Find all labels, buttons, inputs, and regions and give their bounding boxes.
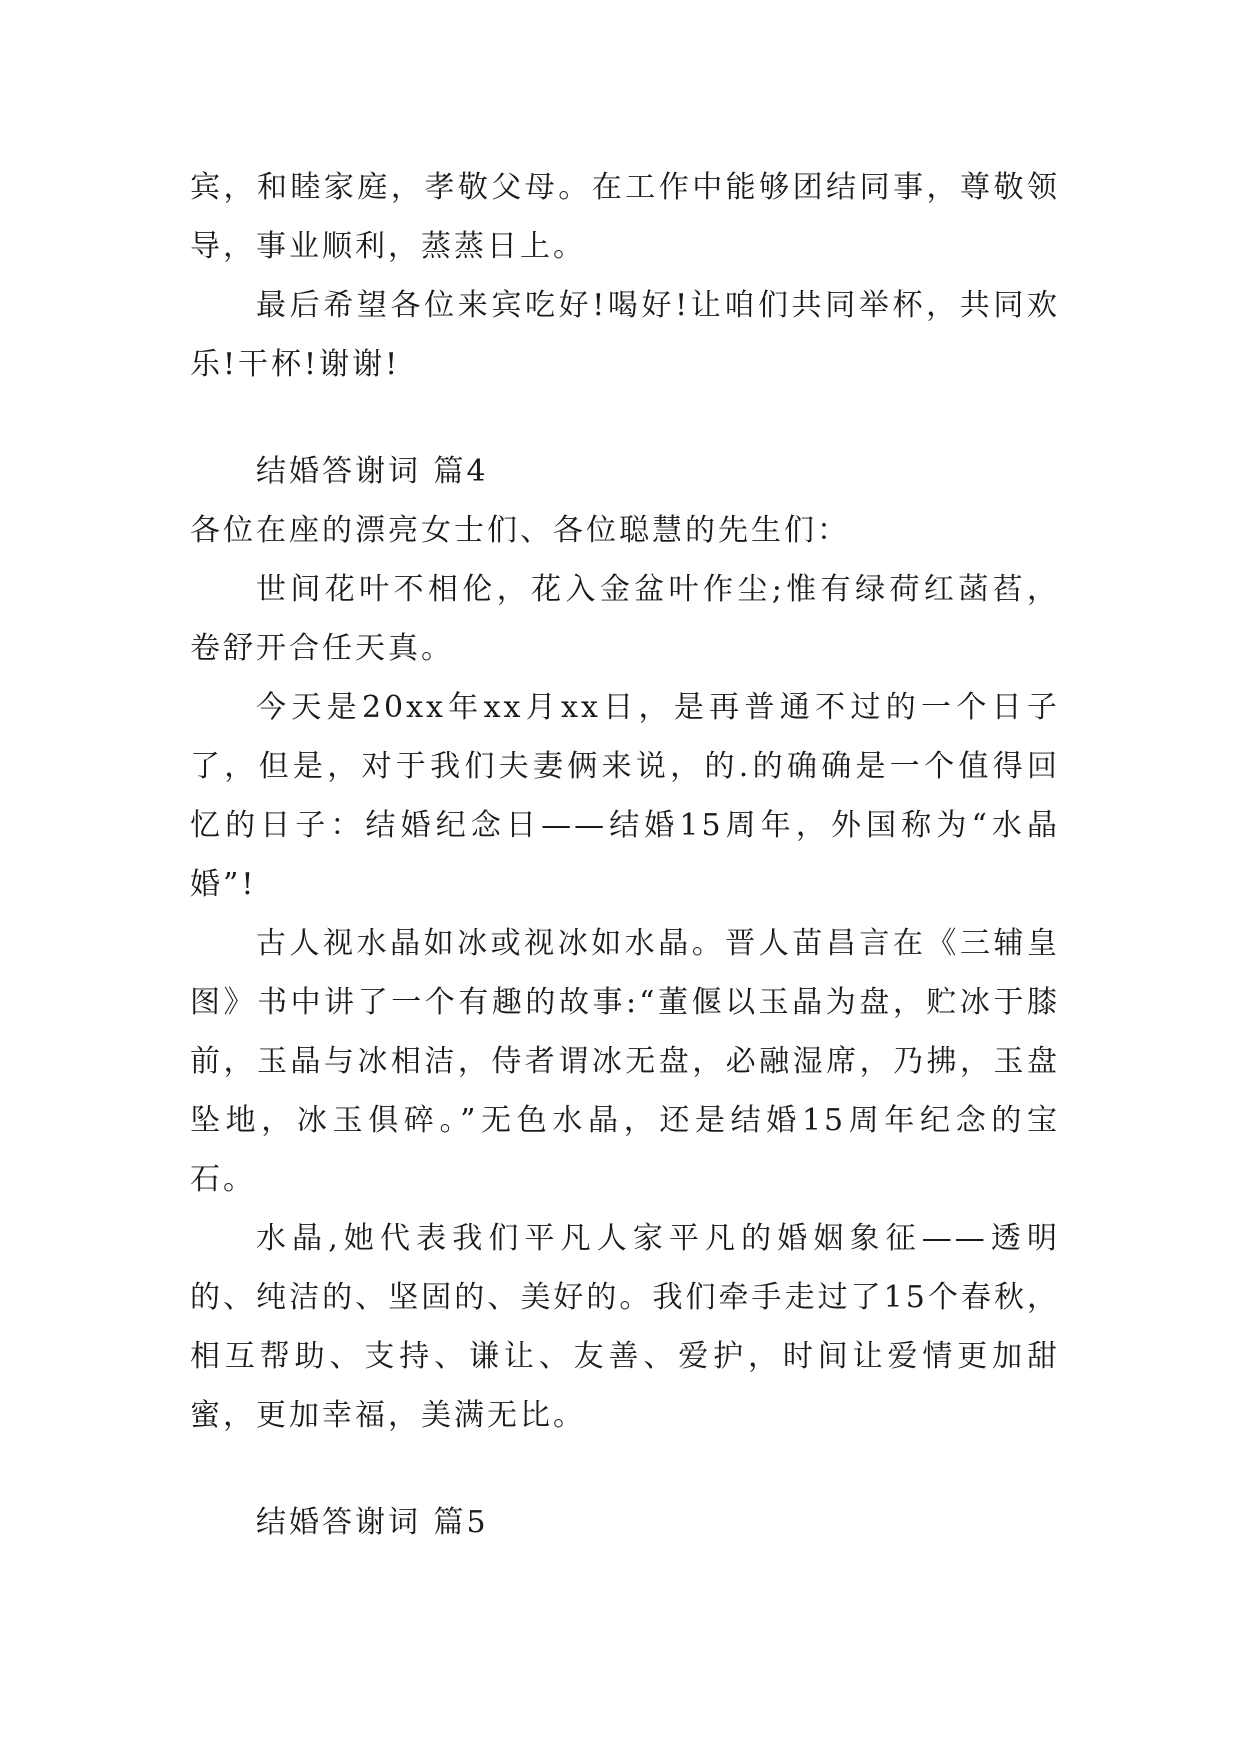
section-heading-5: 结婚答谢词 篇5 bbox=[256, 1505, 489, 1540]
salutation: 各位在座的漂亮女士们、各位聪慧的先生们： bbox=[190, 513, 850, 548]
document-page bbox=[190, 158, 1060, 1552]
paragraph-anniversary: 今天是20xx年xx月xx日，是再普通不过的一个日子了，但是，对于我们夫妻俩来说，的.的确确是一个值得回忆的日子：结婚纪念日——结婚15周年，外国称为“水晶婚”! bbox=[190, 690, 1060, 902]
section-gap bbox=[190, 1445, 1060, 1493]
paragraph-crystal-story: 古人视水晶如冰或视冰如水晶。晋人苗昌言在《三辅皇图》书中讲了一个有趣的故事:“董偃以玉晶为盘，贮冰于膝前，玉晶与冰相洁，侍者谓冰无盘，必融湿席，乃拂，玉盘坠地，冰玉俱碎。”无色水晶，还是结婚15周年纪念的宝石。 bbox=[190, 926, 1060, 1197]
paragraph-poem: 世间花叶不相伦，花入金盆叶作尘;惟有绿荷红菡萏，卷舒开合任天真。 bbox=[190, 572, 1060, 666]
paragraph-crystal-meaning: 水晶,她代表我们平凡人家平凡的婚姻象征——透明的、纯洁的、坚固的、美好的。我们牵手走过了15个春秋，相互帮助、支持、谦让、友善、爱护，时间让爱情更加甜蜜，更加幸福，美满无比。 bbox=[190, 1221, 1060, 1433]
paragraph-continued: 宾，和睦家庭，孝敬父母。在工作中能够团结同事，尊敬领导，事业顺利，蒸蒸日上。 bbox=[190, 170, 1060, 264]
section-heading-4: 结婚答谢词 篇4 bbox=[256, 454, 489, 489]
section-gap bbox=[190, 394, 1060, 442]
paragraph-closing: 最后希望各位来宾吃好!喝好!让咱们共同举杯，共同欢乐!干杯!谢谢! bbox=[190, 288, 1060, 382]
